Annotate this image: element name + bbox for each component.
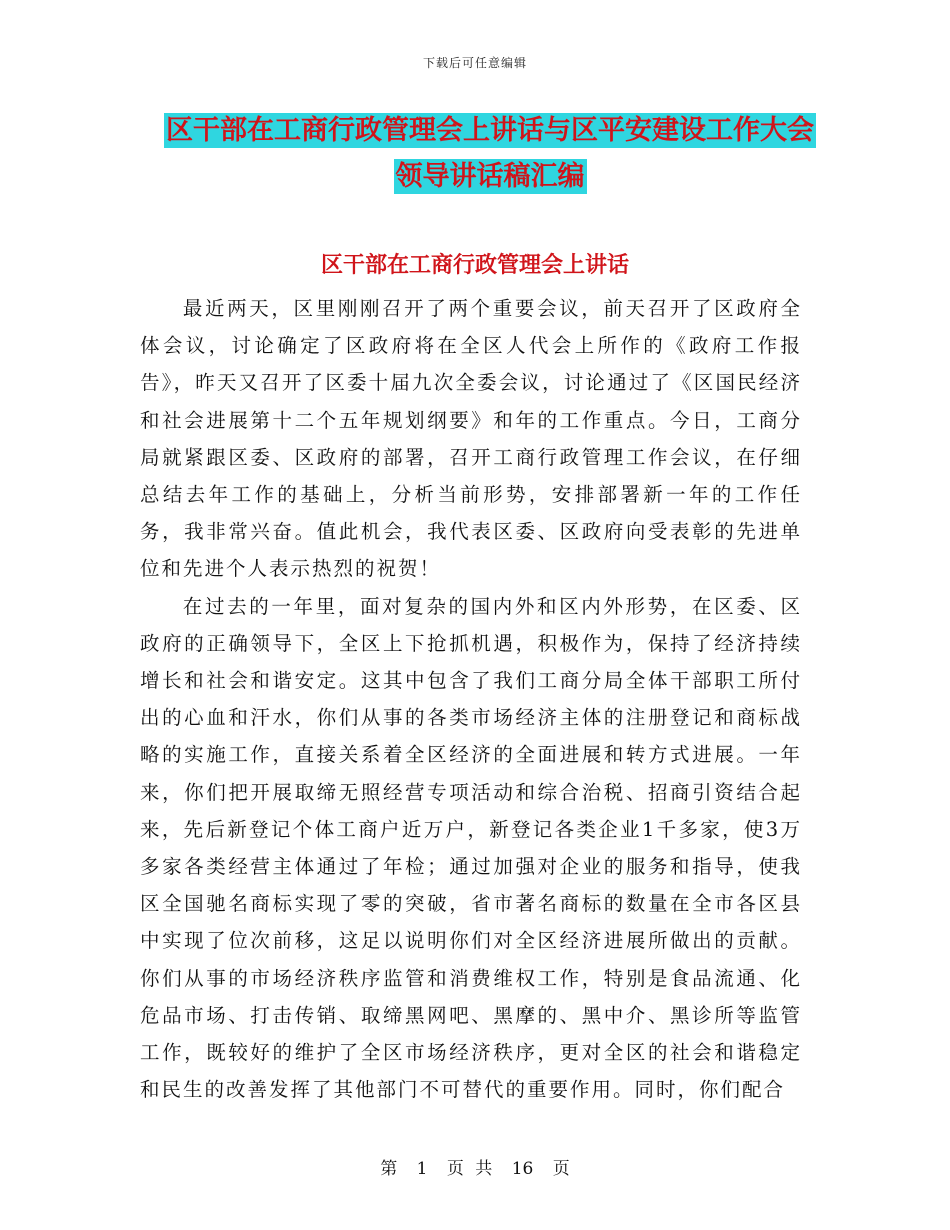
- body-text: [140, 290, 802, 1108]
- document-title-text: 区干部在工商行政管理会上讲话与区平安建设工作大会领导讲话稿汇编: [166, 115, 814, 192]
- footer-mid: 页 共: [446, 1159, 493, 1179]
- page-footer: [0, 1154, 950, 1179]
- footer-prefix: 第: [380, 1159, 398, 1179]
- footer-suffix: 页: [552, 1159, 570, 1179]
- paragraph: 在过去的一年里，面对复杂的国内外和区内外形势，在区委、区政府的正确领导下，全区上下抢抓机遇，积极作为，保持了经济持续增长和社会和谐安定。这其中包含了我们工商分局全体干部职工所付出的心血和汗水，你们从事的各类市场经济主体的注册登记和商标战略的实施工作，直接关系着全区经济的全面进展和转方式进展。一年来，你们把开展取缔无照经营专项活动和综合治税、招商引资结合起来，先后新登记个体工商户近万户，新登记各类企业1千多家，使3万多家各类经营主体通过了年检；通过加强对企业的服务和指导，使我区全国驰名商标实现了零的突破，省市著名商标的数量在全市各区县中实现了位次前移，这足以说明你们对全区经济进展所做出的贡献。你们从事的市场经济秩序监管和消费维权工作，特别是食品流通、化危品市场、打击传销、取缔黑网吧、黑摩的、黑中介、黑诊所等监管工作，既较好的维护了全区市场经济秩序，更对全区的社会和谐稳定和民生的改善发挥了其他部门不可替代的重要作用。同时，你们配合: [140, 594, 802, 1102]
- document-title: [160, 108, 820, 200]
- header-note: 下载后可任意编辑: [422, 56, 527, 70]
- footer-page-number: 1: [416, 1159, 428, 1179]
- footer-total-pages: 16: [511, 1159, 534, 1179]
- section-title: 区干部在工商行政管理会上讲话: [320, 252, 629, 278]
- paragraph: 最近两天，区里刚刚召开了两个重要会议，前天召开了区政府全体会议，讨论确定了区政府将在全区人代会上所作的《政府工作报告》，昨天又召开了区委十届九次全委会议，讨论通过了《区国民经济和社会进展第十二个五年规划纲要》和年的工作重点。今日，工商分局就紧跟区委、区政府的部署，召开工商行政管理工作会议，在仔细总结去年工作的基础上，分析当前形势，安排部署新一年的工作任务，我非常兴奋。值此机会，我代表区委、区政府向受表彰的先进单位和先进个人表示热烈的祝贺！: [140, 297, 802, 581]
